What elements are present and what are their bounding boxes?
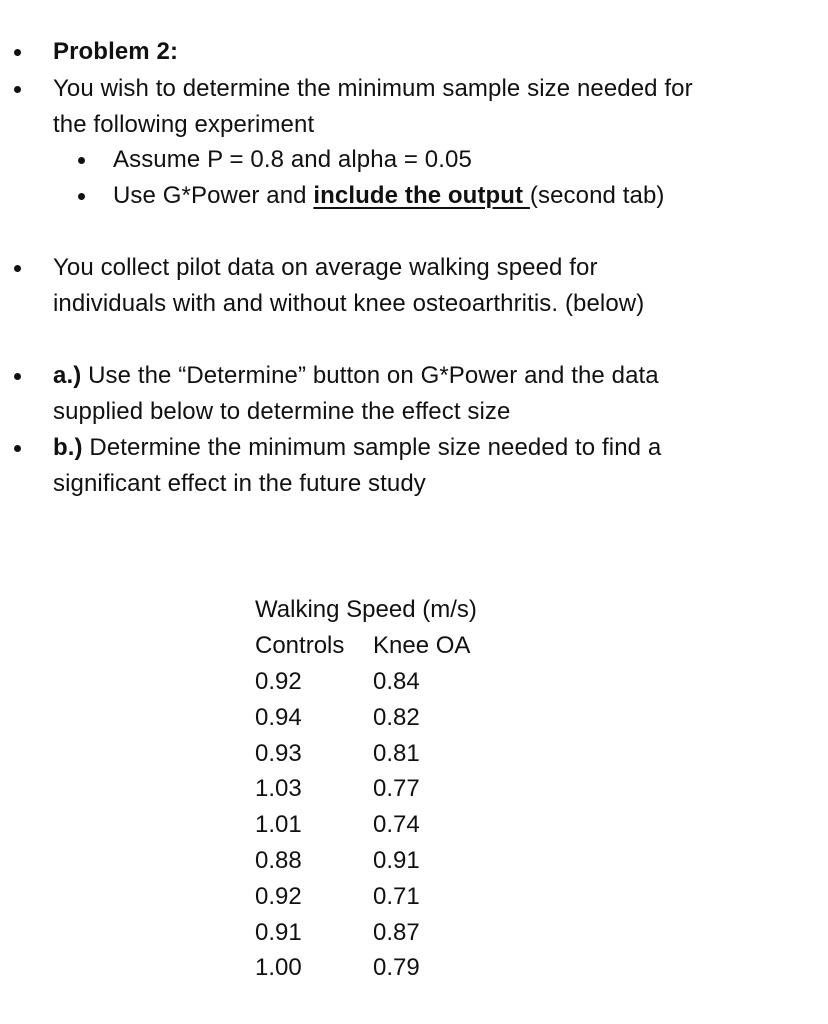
cell-knee-oa: 0.82 xyxy=(373,703,420,731)
problem-title: Problem 2: xyxy=(53,38,179,65)
cell-controls: 0.92 xyxy=(255,882,302,910)
intro-line-2: the following experiment xyxy=(53,111,315,138)
part-b-label: b.) xyxy=(53,434,83,461)
part-a-label: a.) xyxy=(53,362,82,389)
bullet-icon xyxy=(78,157,85,164)
cell-controls: 0.88 xyxy=(255,847,302,874)
cell-controls: 1.01 xyxy=(255,811,302,839)
sub-bullet-gpower-text: Use G*Power and xyxy=(113,182,314,209)
pilot-line-1: You collect pilot data on average walking speed for xyxy=(53,254,598,281)
cell-controls: 1.03 xyxy=(255,775,302,803)
part-b-text: Determine the minimum sample size needed to find a xyxy=(82,434,662,461)
cell-knee-oa: 0.71 xyxy=(373,882,420,910)
cell-knee-oa: 0.84 xyxy=(373,668,420,695)
cell-controls: 0.93 xyxy=(255,739,302,767)
cell-knee-oa: 0.91 xyxy=(373,847,420,874)
bullet-icon xyxy=(14,445,21,452)
header-knee-oa: Knee OA xyxy=(373,632,471,659)
part-b-line-1 xyxy=(53,430,661,466)
header-controls: Controls xyxy=(255,632,345,659)
cell-knee-oa: 0.81 xyxy=(373,739,420,767)
cell-controls: 1.00 xyxy=(255,954,302,982)
cell-knee-oa: 0.79 xyxy=(373,954,420,982)
sub-bullet-gpower xyxy=(113,178,665,214)
part-a-line-2: supplied below to determine the effect size xyxy=(53,398,511,425)
bullet-icon xyxy=(14,49,21,56)
sub-bullet-gpower-tail: (second tab) xyxy=(529,182,665,209)
bullet-icon xyxy=(78,193,85,200)
cell-knee-oa: 0.87 xyxy=(373,918,420,946)
cell-controls: 0.92 xyxy=(255,668,302,695)
intro-line-1: You wish to determine the minimum sample size needed for xyxy=(53,75,693,102)
bullet-icon xyxy=(14,265,21,272)
sub-bullet-power: Assume P = 0.8 and alpha = 0.05 xyxy=(113,146,472,173)
cell-knee-oa: 0.74 xyxy=(373,811,420,839)
bullet-icon xyxy=(14,86,21,93)
include-output-emphasis: include the output xyxy=(313,182,530,209)
cell-controls: 0.91 xyxy=(255,918,302,946)
part-a-text: Use the “Determine” button on G*Power and the data xyxy=(81,362,659,389)
part-a-line-1 xyxy=(53,358,659,394)
bullet-icon xyxy=(14,373,21,380)
cell-controls: 0.94 xyxy=(255,703,302,731)
pilot-line-2: individuals with and without knee osteoarthritis. (below) xyxy=(53,290,645,317)
cell-knee-oa: 0.77 xyxy=(373,775,420,803)
table-title: Walking Speed (m/s) xyxy=(255,596,477,623)
part-b-line-2: significant effect in the future study xyxy=(53,470,426,497)
